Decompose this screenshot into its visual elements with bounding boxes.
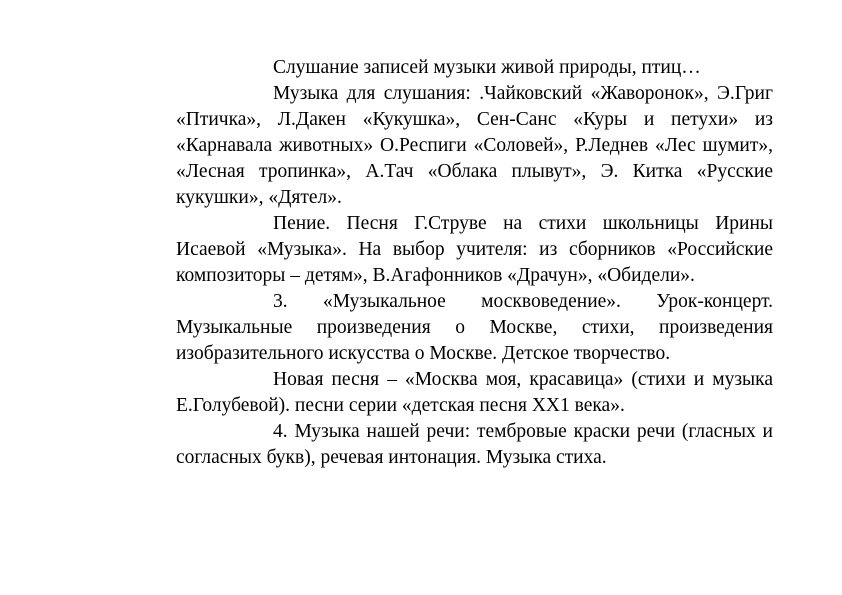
paragraph-3: Пение. Песня Г.Струве на стихи школьницы Ирины Исаевой «Музыка». На выбор учителя: из сборников «Российские композиторы – детям», В.Агафонников «Драчун», «Обидели». — [176, 213, 773, 286]
paragraph-4: 3. «Музыкальное москвоведение». Урок-концерт. Музыкальные произведения о Москве, стихи, произведения изобразительного искусства о Москве. Детское творчество. — [176, 291, 773, 364]
document-text — [176, 55, 773, 471]
paragraph-1: Слушание записей музыки живой природы, птиц… — [273, 57, 701, 78]
paragraph-6: 4. Музыка нашей речи: тембровые краски речи (гласных и согласных букв), речевая интонация. Музыка стиха. — [176, 421, 773, 468]
paragraph-5: Новая песня – «Москва моя, красавица» (стихи и музыка Е.Голубевой). песни серии «детская песня ХХ1 века». — [176, 369, 773, 416]
paragraph-2: Музыка для слушания: .Чайковский «Жаворонок», Э.Григ «Птичка», Л.Дакен «Кукушка», Сен-Санс «Куры и петухи» из «Карнавала животных» О.Респиги «Соловей», Р.Леднев «Лес шумит», «Лесная тропинка», А.Тач «Облака плывут», Э. Китка «Русские кукушки», «Дятел». — [176, 83, 773, 208]
